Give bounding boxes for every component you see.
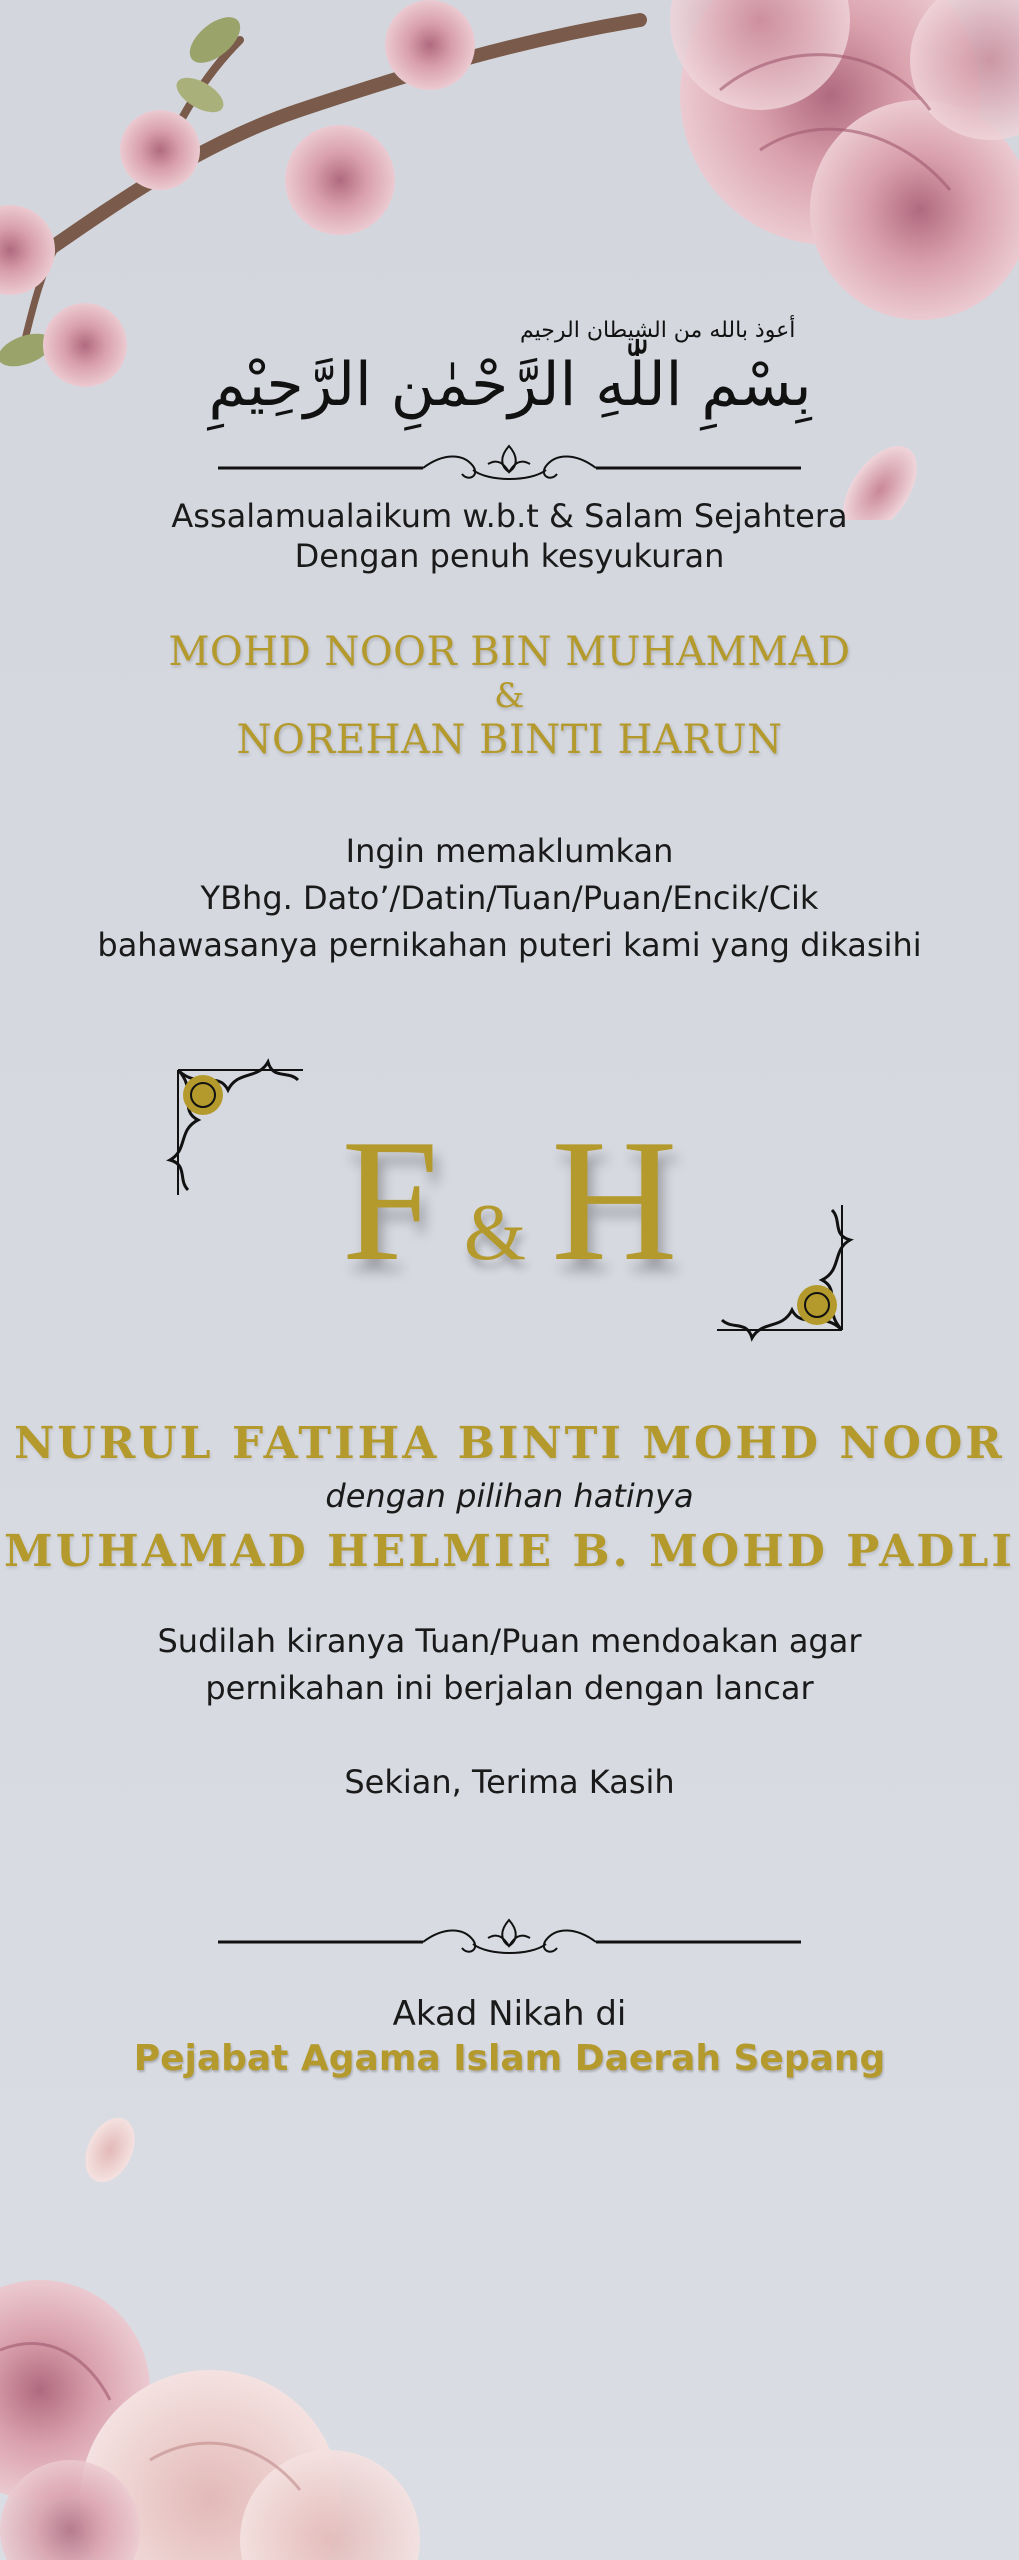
prayer-text: [0, 1618, 1019, 1712]
announcement: [0, 828, 1019, 969]
announcement-line-3: bahawasanya pernikahan puteri kami yang dikasihi: [97, 926, 922, 964]
akad-label: Akad Nikah di: [392, 1994, 627, 2034]
akad-venue: Pejabat Agama Islam Daerah Sepang: [133, 2038, 886, 2079]
bismillah-text: بِسْمِ اللّٰهِ الرَّحْمٰنِ الرَّحِيْمِ: [208, 350, 812, 420]
bismillah-calligraphy: [0, 318, 1019, 442]
monogram-right-initial: H: [551, 1103, 678, 1297]
top-ornament-divider: [218, 438, 801, 498]
announcement-line-1: Ingin memaklumkan: [345, 832, 674, 870]
taawudh-text: أعوذ بالله من الشيطان الرجيم: [520, 318, 796, 343]
bottom-ornament-divider: [218, 1912, 801, 1972]
greeting-line-2: Dengan penuh kesyukuran: [294, 537, 725, 575]
cherry-blossom-bottom-decoration: [0, 2100, 460, 2560]
parents-ampersand: &: [494, 676, 525, 716]
greeting-line-1: Assalamualaikum w.b.t & Salam Sejahtera: [171, 497, 848, 535]
bride-name: NURUL FATIHA BINTI MOHD NOOR: [14, 1418, 1005, 1469]
couple-monogram: [0, 1100, 1019, 1300]
prayer-line-1: Sudilah kiranya Tuan/Puan mendoakan agar: [157, 1622, 862, 1660]
announcement-line-2: YBhg. Dato’/Datin/Tuan/Puan/Encik/Cik: [200, 879, 819, 917]
mother-name: NOREHAN BINTI HARUN: [236, 717, 783, 763]
greeting: [0, 496, 1019, 576]
groom-name: MUHAMAD HELMIE B. MOHD PADLI: [4, 1526, 1015, 1577]
monogram-left-initial: F: [341, 1103, 439, 1297]
closing-text: Sekian, Terima Kasih: [344, 1763, 675, 1801]
parents-names: [0, 628, 1019, 764]
prayer-line-2: pernikahan ini berjalan dengan lancar: [205, 1669, 814, 1707]
father-name: MOHD NOOR BIN MUHAMMAD: [168, 629, 851, 675]
couple-connector: dengan pilihan hatinya: [325, 1477, 694, 1515]
monogram-ampersand: &: [463, 1189, 527, 1277]
